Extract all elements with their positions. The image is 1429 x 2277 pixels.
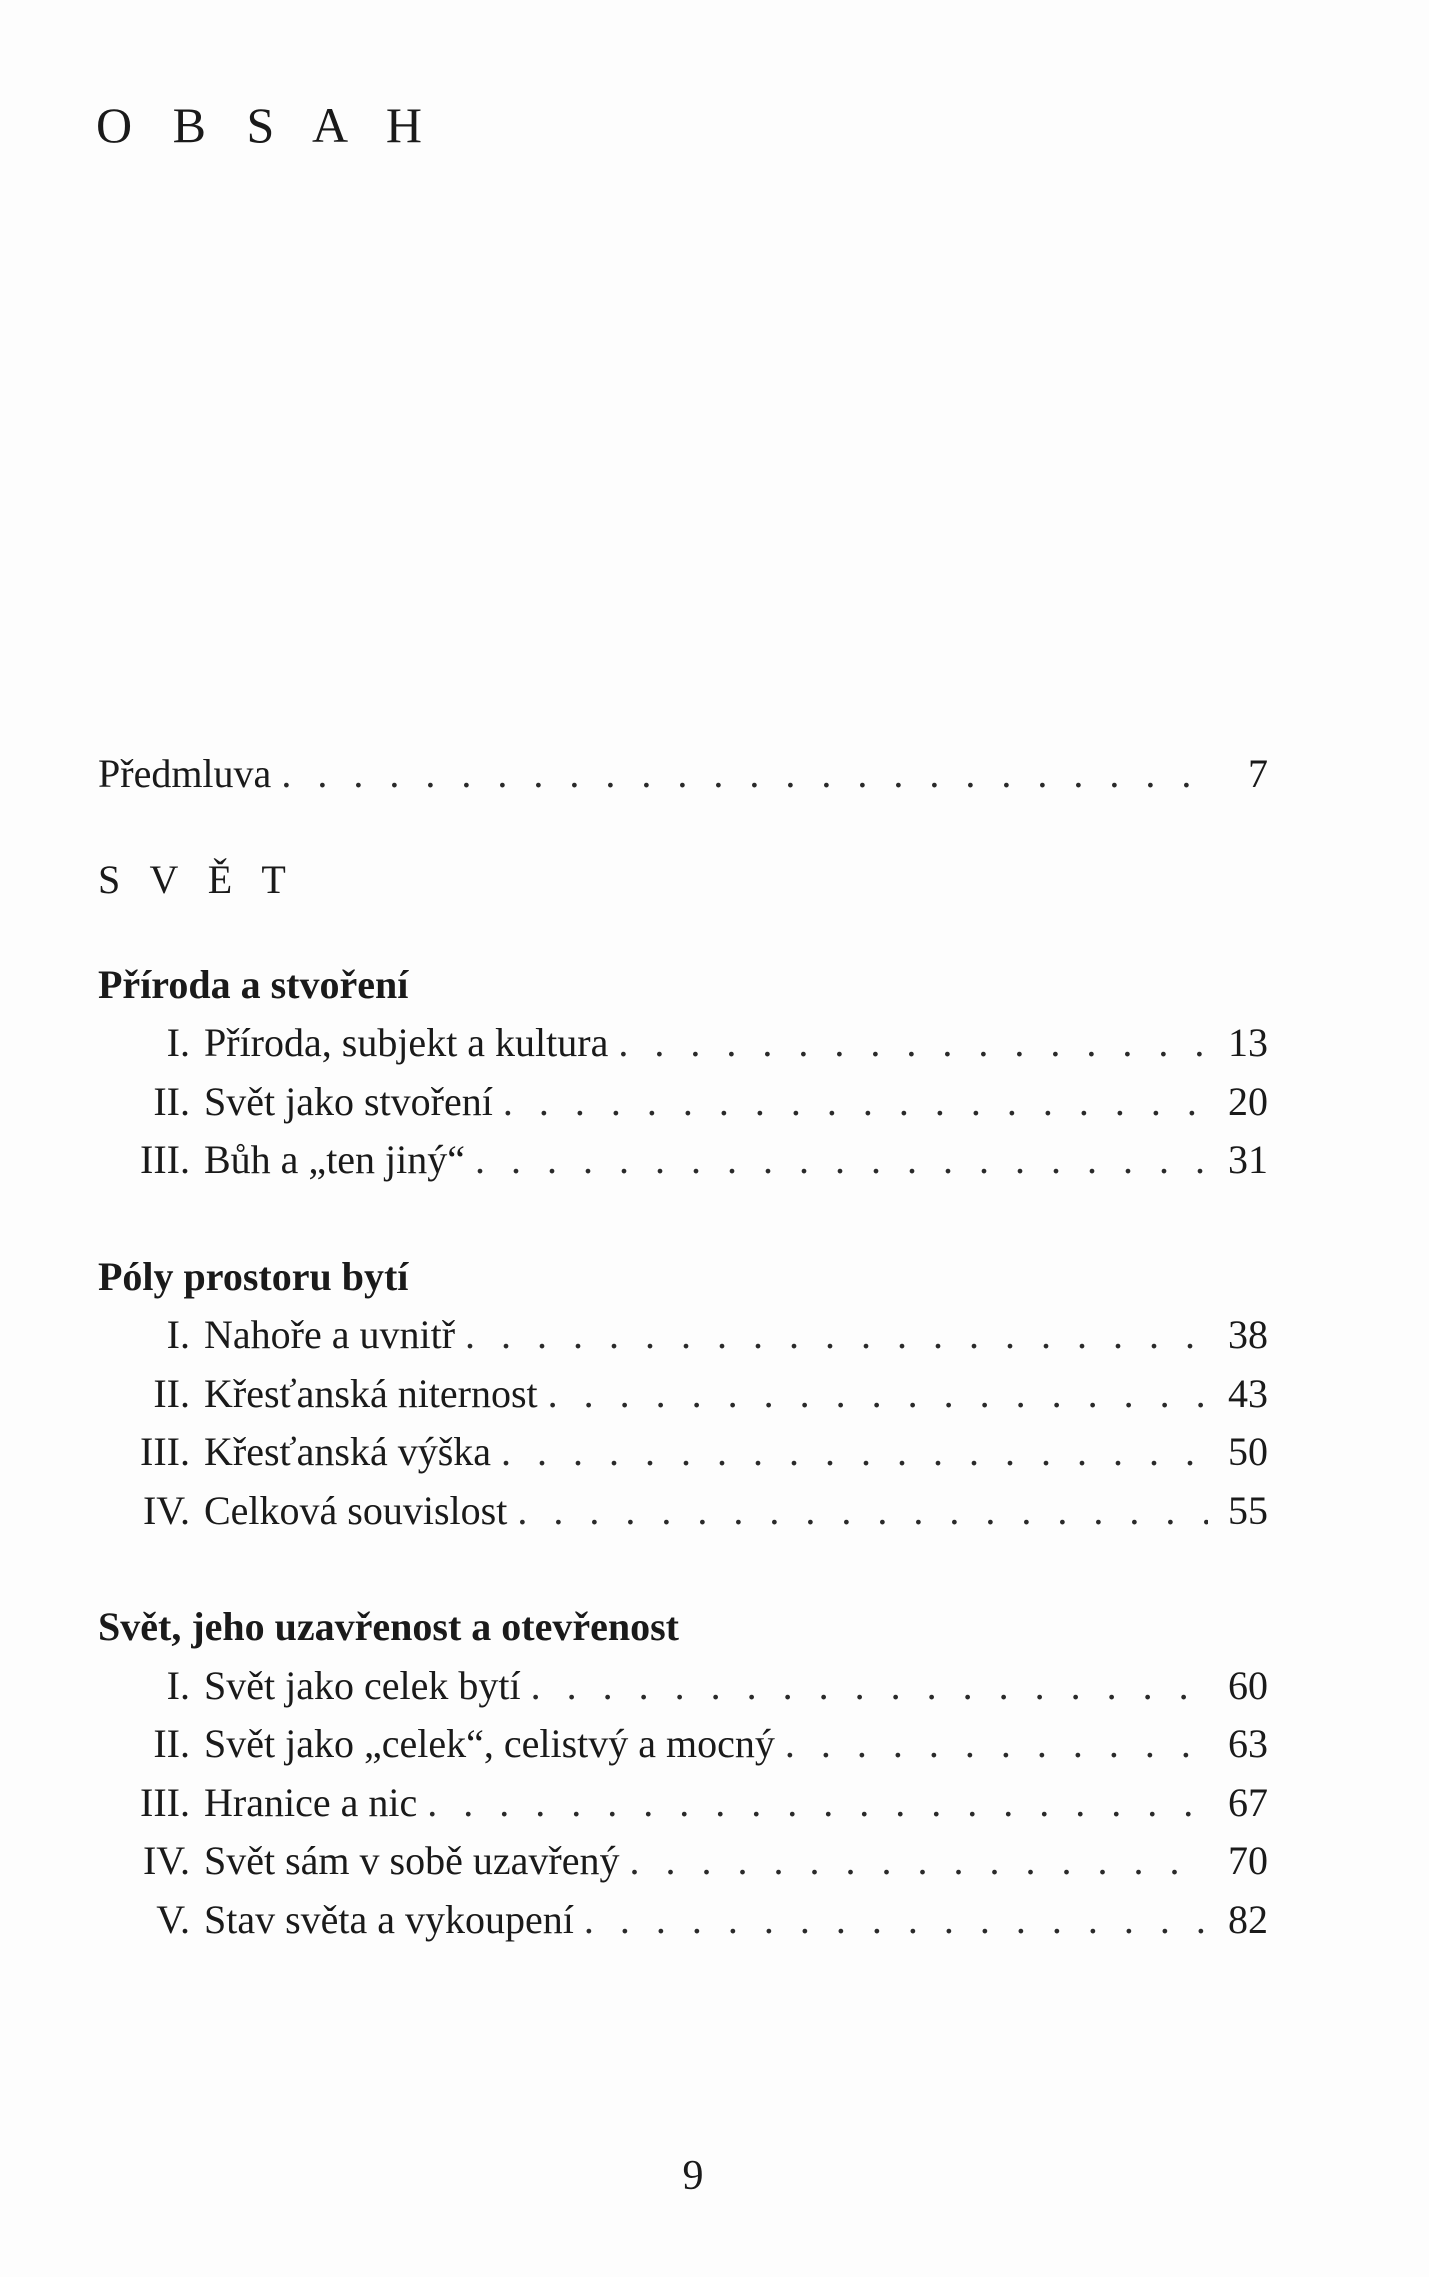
toc-entry-label: Křesťanská niternost <box>204 1370 538 1416</box>
chapter-number: IV. <box>142 1487 190 1533</box>
chapter-number: III. <box>140 1779 190 1825</box>
toc-entry-label: Příroda, subjekt a kultura <box>204 1020 609 1065</box>
dot-leader <box>618 1014 1208 1073</box>
section-gap <box>98 1540 1268 1598</box>
toc-entry <box>98 1715 1268 1774</box>
chapter-number: II. <box>153 1078 190 1124</box>
dot-leader <box>517 1482 1208 1541</box>
toc-page-number: 60 <box>1228 1662 1268 1708</box>
toc-page-number: 43 <box>1228 1370 1268 1416</box>
dot-leader <box>503 1073 1208 1132</box>
toc-entry-label: Bůh a „ten jiný“ <box>204 1137 466 1182</box>
toc-entry-label: Svět jako celek bytí <box>204 1662 521 1708</box>
toc-page-number: 20 <box>1228 1078 1268 1124</box>
toc-entry-label: Předmluva <box>98 751 272 796</box>
section-heading: Svět, jeho uzavřenost a otevřenost <box>98 1604 679 1649</box>
section-gap <box>98 1190 1268 1248</box>
toc-entry <box>98 1014 1268 1073</box>
dot-leader <box>475 1131 1208 1190</box>
toc-entry-label: Nahoře a uvnitř <box>204 1312 456 1357</box>
toc-entry-label: Svět sám v sobě uzavřený <box>204 1838 620 1883</box>
page-number: 9 <box>682 2153 704 2199</box>
chapter-number: I. <box>166 1312 190 1357</box>
toc-entry-preface <box>98 745 1268 804</box>
dot-leader <box>629 1832 1208 1891</box>
part-heading: S V Ě T <box>98 856 296 902</box>
toc-entry <box>98 1423 1268 1482</box>
chapter-number: III. <box>140 1137 190 1182</box>
toc-entry-label: Hranice a nic <box>204 1779 418 1825</box>
toc-page-number: 67 <box>1228 1779 1268 1825</box>
dot-leader <box>531 1657 1208 1716</box>
section-heading: Příroda a stvoření <box>98 961 409 1007</box>
toc-page-number: 38 <box>1228 1312 1268 1357</box>
toc-entry <box>98 1365 1268 1424</box>
toc-entry <box>98 1774 1268 1833</box>
chapter-number: I. <box>166 1662 190 1708</box>
toc-page-number: 50 <box>1228 1429 1268 1474</box>
dot-leader <box>584 1891 1208 1950</box>
toc-entry-label: Celková souvislost <box>204 1487 508 1533</box>
page-title: O B S A H <box>96 97 436 153</box>
toc-entry <box>98 1306 1268 1365</box>
toc-page-number: 13 <box>1228 1020 1268 1065</box>
toc-entry-label: Svět jako stvoření <box>204 1078 493 1124</box>
toc-entry-label: Svět jako „celek“, celistvý a mocný <box>204 1721 775 1766</box>
section-heading: Póly prostoru bytí <box>98 1253 409 1299</box>
toc-entry <box>98 1657 1268 1716</box>
chapter-number: IV. <box>142 1838 190 1883</box>
chapter-number: II. <box>153 1370 190 1416</box>
toc-entry-label: Křesťanská výška <box>204 1429 492 1474</box>
toc-page-number: 7 <box>1248 751 1268 796</box>
dot-leader <box>785 1715 1208 1774</box>
toc-page-number: 82 <box>1228 1896 1268 1942</box>
dot-leader <box>501 1423 1208 1482</box>
chapter-number: V. <box>156 1896 190 1942</box>
table-of-contents <box>98 745 1268 1949</box>
toc-entry <box>98 1891 1268 1950</box>
toc-entry-label: Stav světa a vykoupení <box>204 1896 574 1942</box>
toc-entry <box>98 1832 1268 1891</box>
chapter-number: II. <box>153 1721 190 1766</box>
chapter-number: I. <box>166 1020 190 1065</box>
toc-page-number: 55 <box>1228 1487 1268 1533</box>
toc-page-number: 31 <box>1228 1137 1268 1182</box>
dot-leader <box>281 745 1208 804</box>
toc-page-number: 63 <box>1228 1721 1268 1766</box>
toc-page-number: 70 <box>1228 1838 1268 1883</box>
toc-entry <box>98 1073 1268 1132</box>
dot-leader <box>465 1306 1208 1365</box>
dot-leader <box>427 1774 1208 1833</box>
chapter-number: III. <box>140 1429 190 1474</box>
toc-entry <box>98 1131 1268 1190</box>
toc-entry <box>98 1482 1268 1541</box>
dot-leader <box>548 1365 1208 1424</box>
